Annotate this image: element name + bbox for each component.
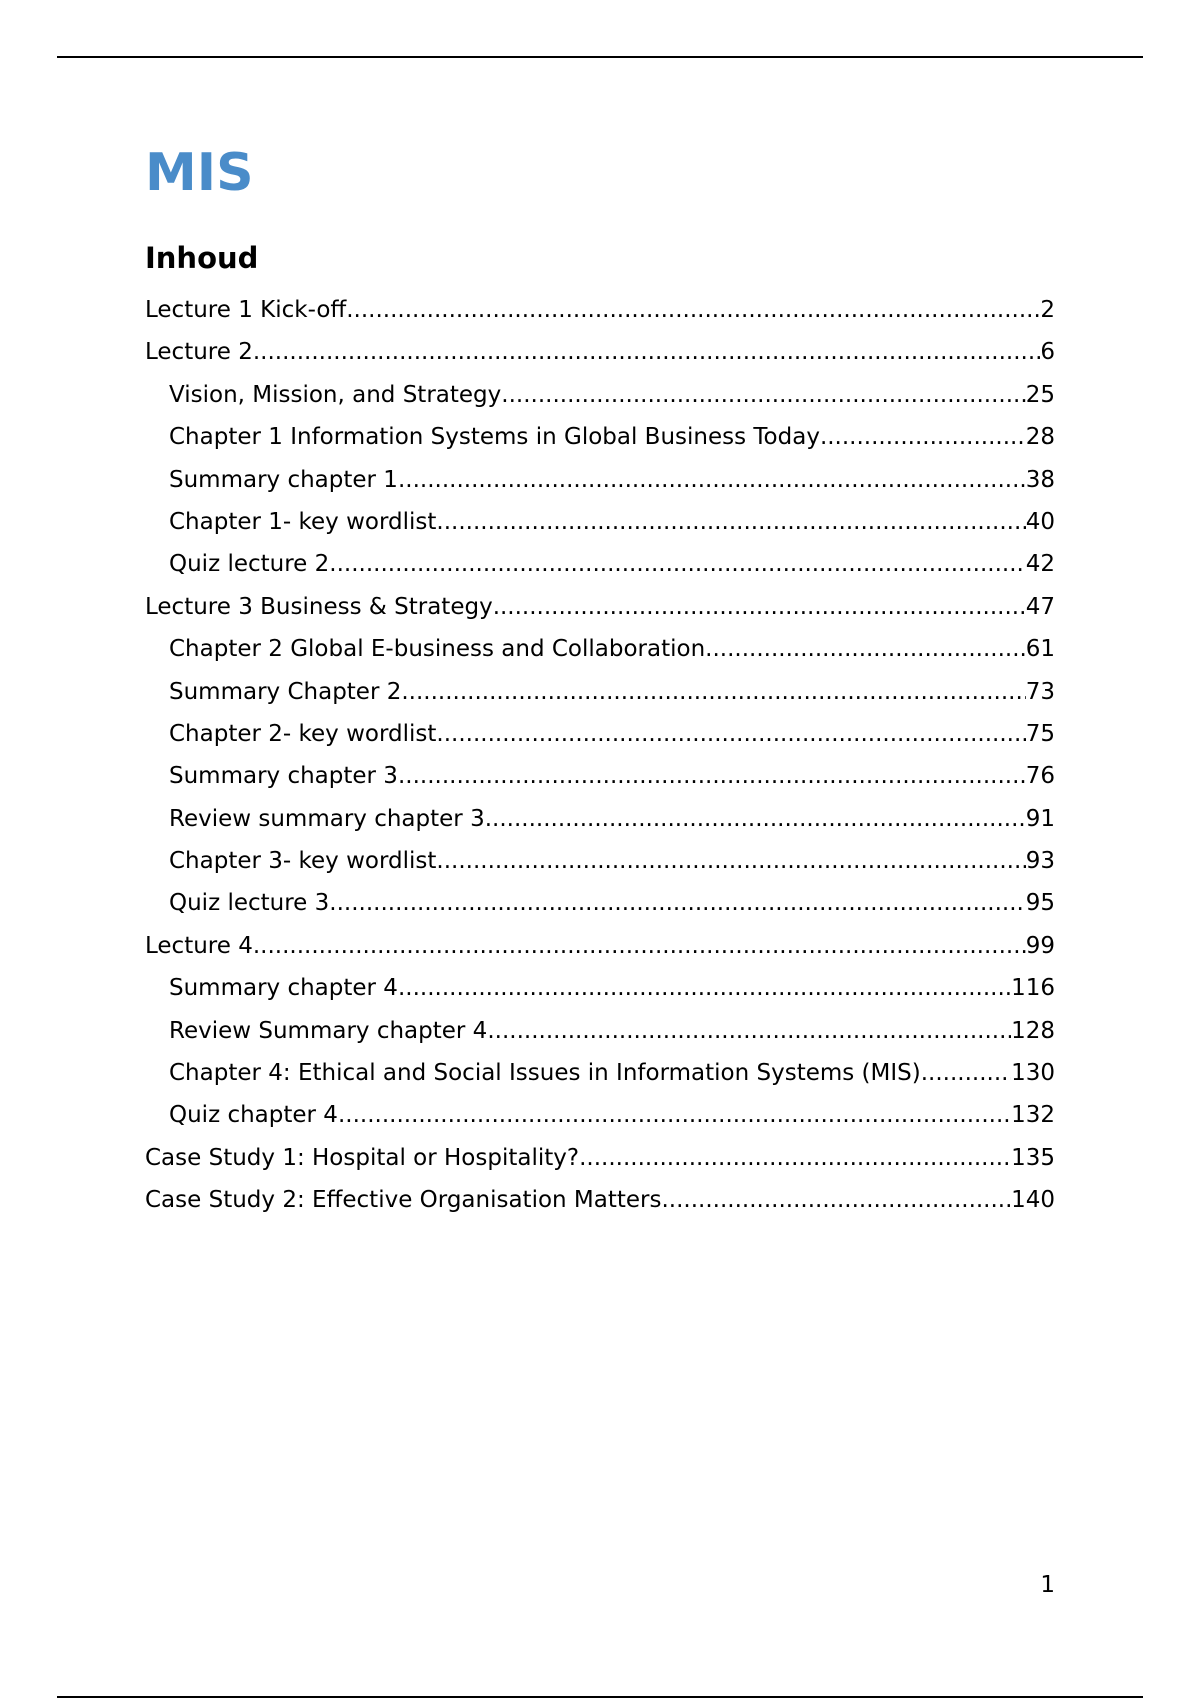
toc-entry-label: Review Summary chapter 4 [169, 1017, 488, 1044]
toc-entry-page: 47 [1025, 593, 1055, 620]
toc-dot-leader [820, 416, 1026, 458]
toc-dot-leader [662, 1179, 1012, 1221]
toc-entry[interactable] [145, 798, 1055, 840]
toc-dot-leader [398, 755, 1026, 797]
document-title: MIS [145, 143, 254, 203]
toc-entry-label: Lecture 1 Kick-off [145, 297, 347, 323]
toc-entry-page: 135 [1011, 1144, 1055, 1171]
toc-dot-leader [485, 798, 1026, 840]
toc-dot-leader [329, 543, 1025, 585]
toc-entry-label: Chapter 2 Global E-business and Collaboration [169, 636, 706, 663]
toc-entry[interactable] [145, 713, 1055, 755]
toc-dot-leader [253, 331, 1041, 373]
toc-dot-leader [436, 713, 1025, 755]
toc-entry-page: 75 [1025, 720, 1055, 747]
toc-entry-label: Case Study 1: Hospital or Hospitality? [145, 1144, 580, 1171]
toc-entry[interactable] [145, 1052, 1055, 1094]
toc-entry-page: 132 [1011, 1102, 1055, 1129]
toc-entry[interactable] [145, 1094, 1055, 1136]
toc-entry-label: Lecture 2 [145, 339, 253, 366]
toc-entry-label: Chapter 1 Information Systems in Global Business Today [169, 424, 820, 451]
toc-entry-page: 130 [1011, 1060, 1055, 1087]
toc-entry-page: 6 [1040, 339, 1055, 366]
toc-entry[interactable] [145, 882, 1055, 924]
toc-dot-leader [579, 1137, 1011, 1179]
toc-dot-leader [487, 1010, 1011, 1052]
toc-entry[interactable] [145, 459, 1055, 501]
toc-entry[interactable] [145, 671, 1055, 713]
toc-entry-page: 76 [1025, 763, 1055, 790]
toc-entry-label: Chapter 4: Ethical and Social Issues in Information Systems (MIS) [169, 1060, 921, 1087]
toc-entry-page: 40 [1025, 508, 1055, 535]
toc-entry-page: 42 [1025, 551, 1055, 578]
toc-entry-label: Quiz chapter 4 [169, 1102, 338, 1129]
toc-entry[interactable] [145, 1179, 1055, 1221]
toc-entry[interactable] [145, 416, 1055, 458]
toc-entry-label: Case Study 2: Effective Organisation Matters [145, 1187, 662, 1214]
toc-entry-label: Lecture 4 [145, 932, 253, 959]
toc-dot-leader [401, 671, 1025, 713]
toc-entry[interactable] [145, 501, 1055, 543]
toc-entry-page: 91 [1025, 805, 1055, 832]
toc-entry-label: Chapter 1- key wordlist [169, 508, 437, 535]
toc-entry-page: 95 [1025, 890, 1055, 917]
table-of-contents [145, 289, 1055, 1222]
toc-entry-page: 28 [1025, 424, 1055, 451]
toc-entry-page: 25 [1025, 381, 1055, 408]
toc-entry[interactable] [145, 967, 1055, 1009]
toc-entry-label: Chapter 2- key wordlist [169, 720, 437, 747]
toc-entry-page: 61 [1025, 636, 1055, 663]
toc-dot-leader [346, 289, 1040, 331]
toc-entry-page: 116 [1011, 975, 1055, 1002]
toc-entry[interactable] [145, 331, 1055, 373]
toc-entry[interactable] [145, 1137, 1055, 1179]
toc-entry-page: 38 [1025, 466, 1055, 493]
toc-entry-label: Summary chapter 3 [169, 763, 398, 790]
toc-dot-leader [493, 586, 1026, 628]
toc-entry-label: Summary Chapter 2 [169, 678, 402, 705]
toc-entry[interactable] [145, 925, 1055, 967]
toc-entry-label: Summary chapter 1 [169, 466, 398, 493]
toc-entry[interactable] [145, 755, 1055, 797]
toc-heading: Inhoud [145, 241, 259, 275]
toc-entry-label: Lecture 3 Business & Strategy [145, 593, 493, 620]
toc-entry-label: Vision, Mission, and Strategy [169, 381, 502, 408]
toc-entry-label: Summary chapter 4 [169, 975, 398, 1002]
toc-entry-label: Quiz lecture 2 [169, 551, 330, 578]
page-number: 1 [1040, 1572, 1055, 1598]
toc-entry[interactable] [145, 1010, 1055, 1052]
toc-entry-label: Quiz lecture 3 [169, 890, 330, 917]
footer-rule [57, 1696, 1143, 1698]
toc-dot-leader [253, 925, 1026, 967]
toc-dot-leader [398, 967, 1011, 1009]
toc-entry-page: 73 [1025, 678, 1055, 705]
toc-entry-page: 2 [1040, 297, 1055, 323]
toc-entry-label: Chapter 3- key wordlist [169, 848, 437, 875]
toc-entry[interactable] [145, 543, 1055, 585]
toc-dot-leader [329, 882, 1025, 924]
toc-entry[interactable] [145, 374, 1055, 416]
toc-dot-leader [338, 1094, 1011, 1136]
toc-entry[interactable] [145, 840, 1055, 882]
toc-entry-label: Review summary chapter 3 [169, 805, 485, 832]
toc-dot-leader [921, 1052, 1011, 1094]
header-rule [57, 56, 1143, 58]
toc-entry[interactable] [145, 628, 1055, 670]
toc-dot-leader [436, 501, 1025, 543]
toc-entry-page: 128 [1011, 1017, 1055, 1044]
toc-entry[interactable] [145, 586, 1055, 628]
toc-dot-leader [501, 374, 1025, 416]
toc-entry-page: 99 [1025, 932, 1055, 959]
toc-entry[interactable] [145, 289, 1055, 331]
toc-entry-page: 93 [1025, 848, 1055, 875]
toc-dot-leader [705, 628, 1026, 670]
toc-dot-leader [436, 840, 1025, 882]
toc-entry-page: 140 [1011, 1187, 1055, 1214]
toc-dot-leader [398, 459, 1026, 501]
